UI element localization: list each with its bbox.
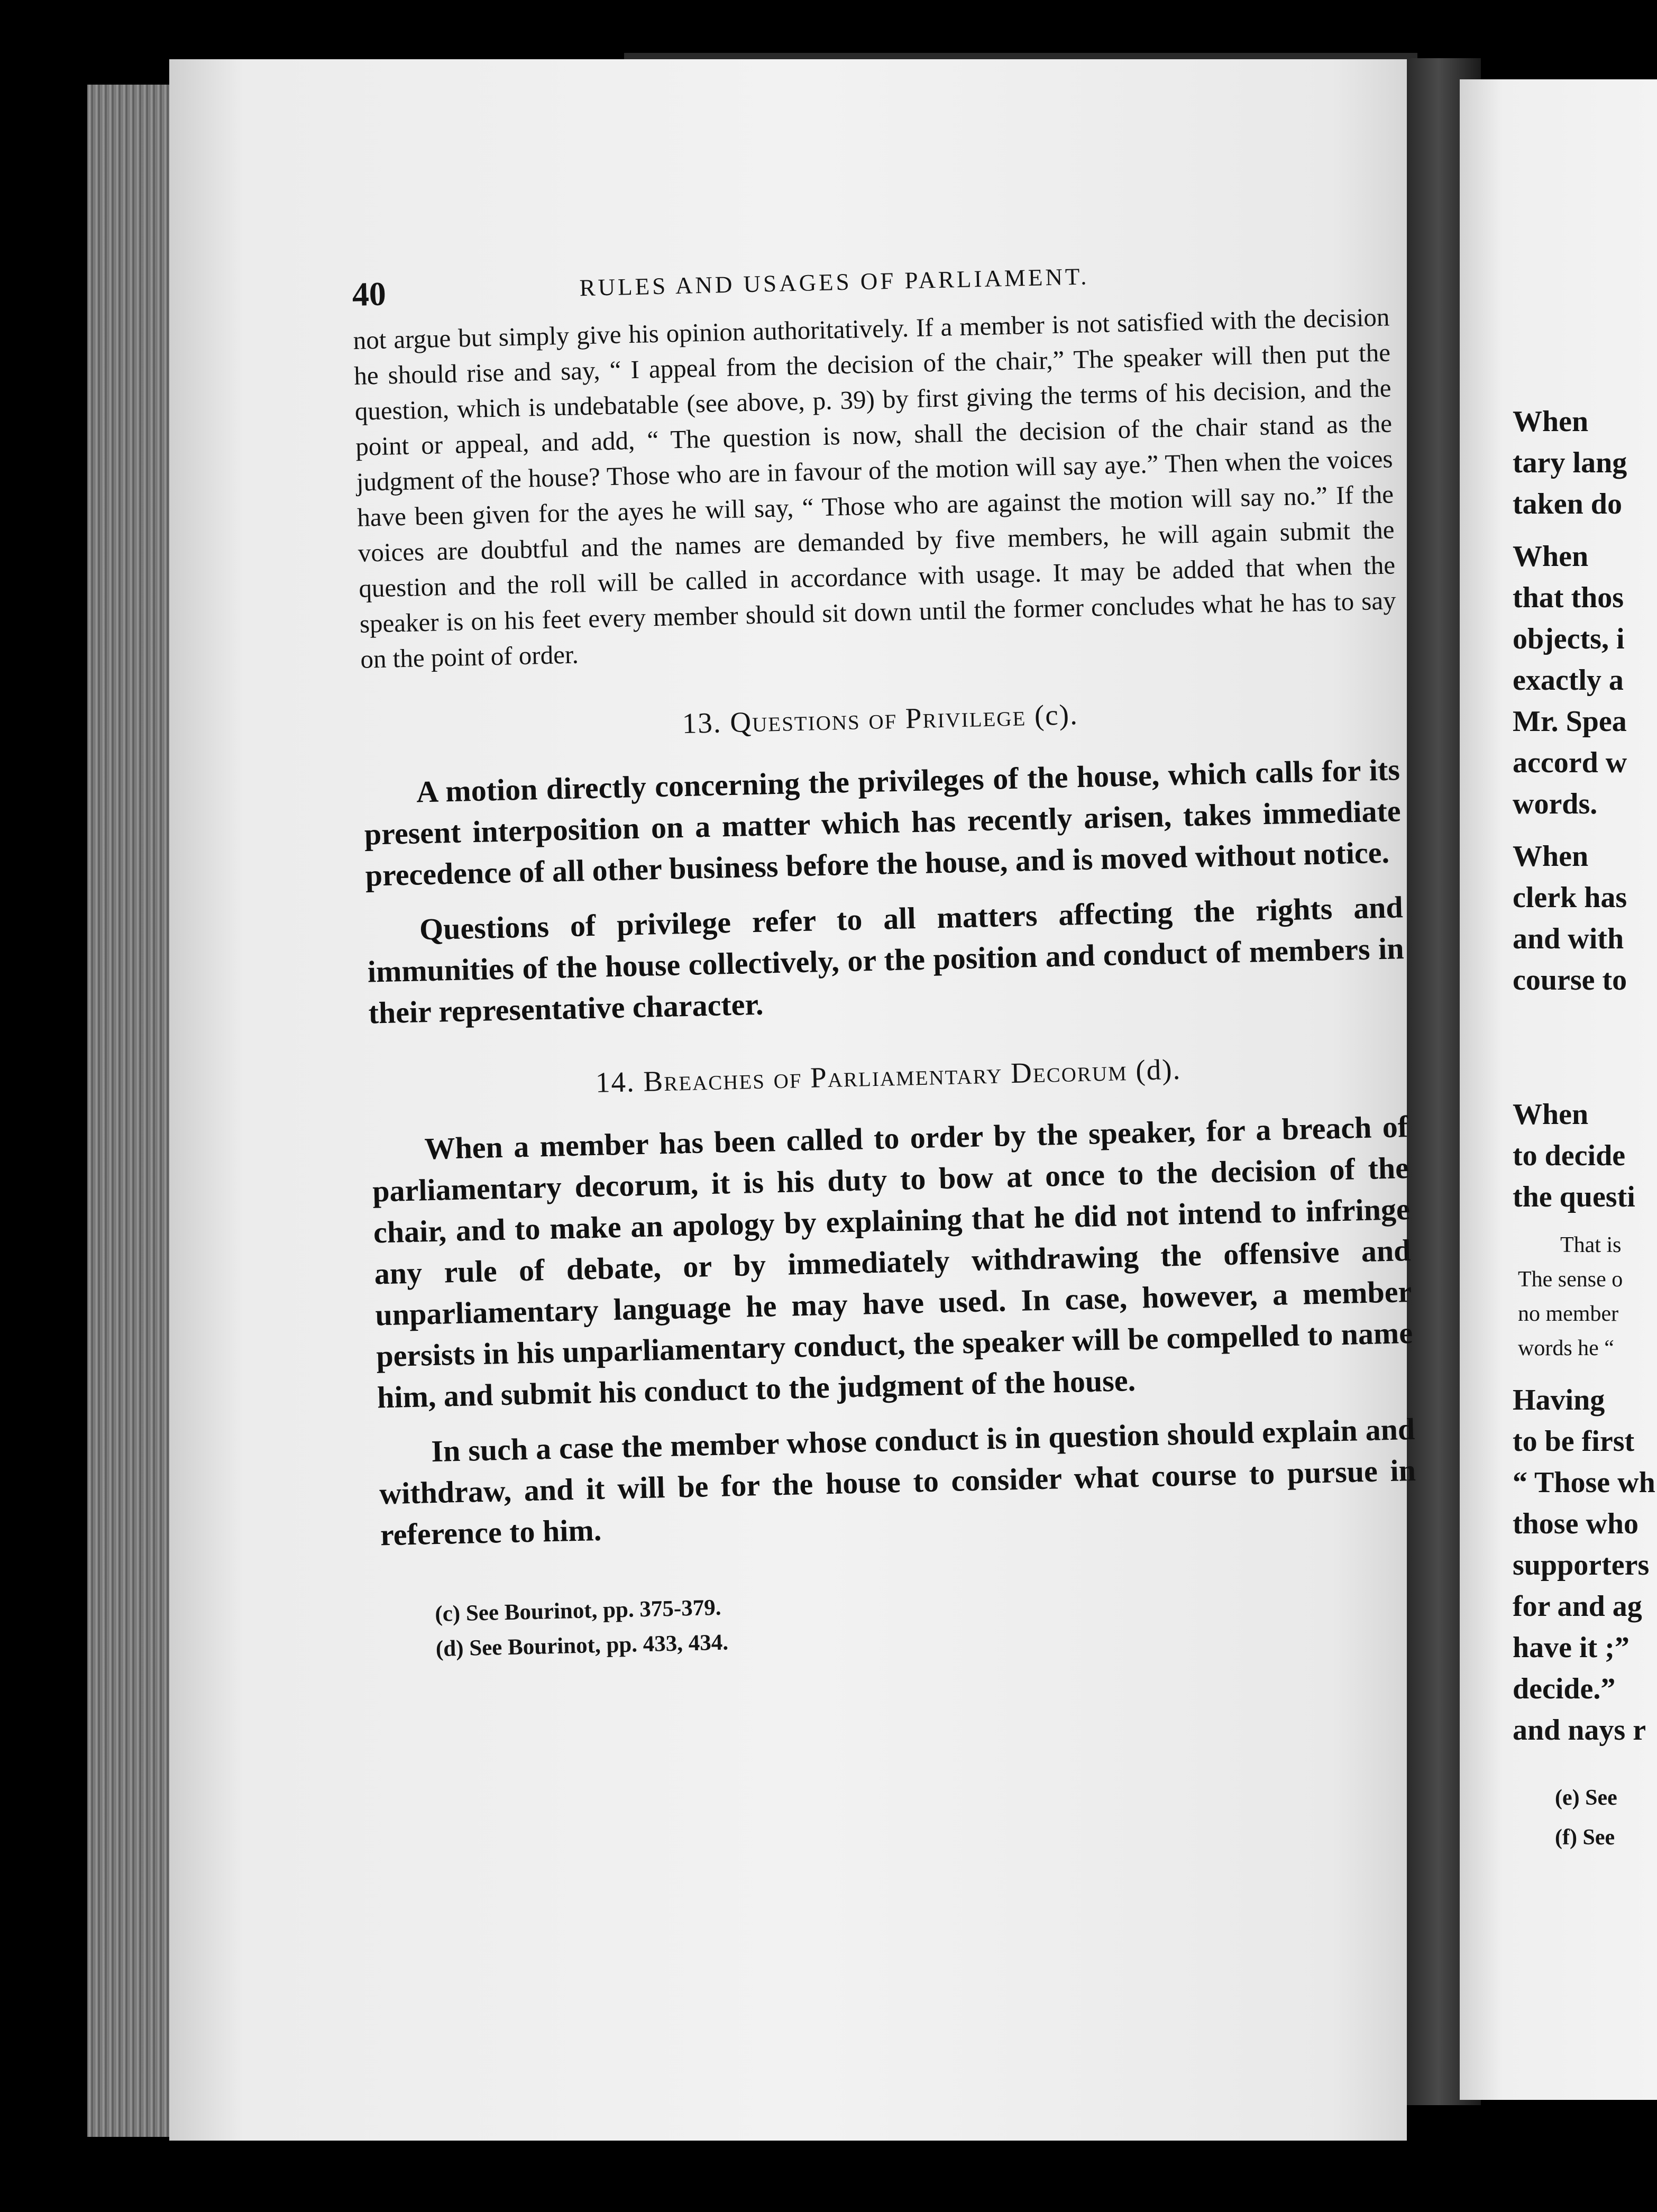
privilege-paragraph: A motion directly concerning the privileges of the house, which calls for its present interposition on a matter which has recently arisen, takes immediate precedence of all other business before the house, and is moved without notice.	[364, 752, 1402, 893]
footnote: (d) See Bourinot, pp. 433, 434.	[435, 1630, 729, 1662]
right-page-line: “ Those wh	[1513, 1466, 1655, 1499]
right-page-line: When	[1513, 1098, 1589, 1131]
intro-paragraph: not argue but simply give his opinion authoritatively. If a member is not satisfied with the decision he should rise and say, “ I appeal from the decision of the chair,” The speaker will then put the question, which is undebatable (see above, p. 39) by first giving the terms of his decision, and the point or appeal, and add, “ The question is now, shall the decision of the chair stand as the judgment of the house? Those who are in favour of the motion will say aye.” Then when the voices have been given for the ayes he will say, “ Those who are against the motion will say no.” If the voices are doubtful and the names are demanded by five members, he will again submit the question and the roll will be called in accordance with usage. It may be added that when the speaker is on his feet every member should sit down until the former concludes what he has to say on the point of order.	[353, 302, 1397, 674]
right-page-line: tary lang	[1513, 446, 1627, 479]
left-page-content	[352, 252, 1420, 1668]
right-page-line: and nays r	[1513, 1714, 1646, 1747]
right-page-line: course to	[1513, 964, 1627, 997]
section-number: 14.	[595, 1065, 636, 1099]
right-page-line: to be first	[1513, 1425, 1635, 1458]
right-page-line: words.	[1513, 788, 1598, 820]
decorum-paragraph: In such a case the member whose conduct is in question should explain and withdraw, and it will be for the house to consider what course to pursue in reference to him.	[379, 1411, 1416, 1552]
right-page-line: those who	[1513, 1507, 1639, 1540]
right-page-line: for and ag	[1513, 1590, 1642, 1623]
right-page-line: objects, i	[1513, 623, 1625, 655]
right-page-line: When	[1513, 840, 1589, 873]
right-page-footnote: (e) See	[1555, 1786, 1617, 1810]
right-page-line: have it ;”	[1513, 1631, 1629, 1664]
right-page-line: Having	[1513, 1384, 1605, 1416]
running-head: RULES AND USAGES OF PARLIAMENT.	[579, 263, 1090, 301]
right-page-line: to decide	[1513, 1139, 1626, 1172]
section-13-heading	[362, 690, 1399, 747]
right-page	[1460, 79, 1657, 2100]
right-page-line: When	[1513, 540, 1589, 573]
section-number: 13.	[682, 706, 722, 740]
right-page-line: accord w	[1513, 746, 1627, 779]
right-page-footnote: (f) See	[1555, 1825, 1615, 1850]
right-page-line: the questi	[1513, 1181, 1635, 1213]
right-page-note-line: no member	[1518, 1302, 1619, 1326]
right-page-line: taken do	[1513, 488, 1622, 520]
right-page-line: exactly a	[1513, 664, 1624, 697]
right-page-line: that thos	[1513, 581, 1624, 614]
page-number: 40	[352, 275, 387, 313]
right-page-line: Mr. Spea	[1513, 705, 1627, 738]
right-page-note-line: The sense o	[1518, 1267, 1623, 1292]
right-page-line: clerk has	[1513, 881, 1627, 914]
section-note: (d).	[1135, 1053, 1182, 1086]
right-page-line: When	[1513, 405, 1589, 438]
section-note: (c).	[1034, 698, 1079, 732]
section-title: Breaches of Parliamentary Decorum	[643, 1054, 1128, 1098]
decorum-paragraph: When a member has been called to order by the speaker, for a breach of parliamentary decorum, it is his duty to bow at once to the decision of the chair, and to make an apology by explaining that he did not intend to infringe any rule of debate, or by immediately withdrawing the offensive and unparliamentary language he may have used. In case, however, a member persists in his unparliamentary conduct, the speaker will be compelled to name him, and submit his conduct to the judgment of the house.	[372, 1109, 1413, 1415]
section-title: Questions of Privilege	[729, 699, 1027, 738]
section-14-heading	[370, 1047, 1407, 1104]
privilege-paragraph: Questions of privilege refer to all matters affecting the rights and immunities of the house collectively, or the position and conduct of members in their representative character.	[367, 890, 1405, 1030]
footnote: (c) See Bourinot, pp. 375-379.	[434, 1595, 721, 1627]
right-page-note-line: words he “	[1518, 1336, 1614, 1360]
right-page-line: supporters	[1513, 1549, 1650, 1582]
right-page-line: decide.”	[1513, 1672, 1616, 1705]
right-page-line: and with	[1513, 922, 1624, 955]
right-page-note-line: That is	[1560, 1233, 1622, 1257]
